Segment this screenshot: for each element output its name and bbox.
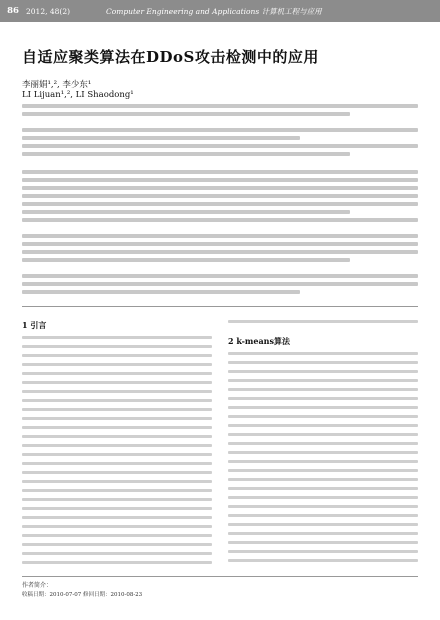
text-line [228, 487, 418, 490]
text-line [22, 186, 418, 190]
text-line [22, 525, 212, 528]
author-note-label: 作者简介： [22, 582, 53, 589]
text-line [22, 516, 212, 519]
text-line [228, 433, 418, 436]
issue-info: 2012, 48(2) [26, 6, 71, 16]
text-line [22, 453, 212, 456]
text-line [22, 435, 212, 438]
text-line [22, 290, 300, 294]
section-heading-1: 1 引言 [22, 320, 47, 330]
text-line [22, 170, 418, 174]
text-line [22, 112, 350, 116]
text-line [228, 541, 418, 544]
footnote-divider [22, 576, 418, 577]
page-number: 86 [7, 6, 19, 16]
text-line [22, 242, 418, 246]
text-line [22, 104, 418, 108]
text-line [22, 426, 212, 429]
text-line [228, 361, 418, 364]
text-line [228, 532, 418, 535]
text-line [228, 352, 418, 355]
text-line [22, 471, 212, 474]
text-line [22, 336, 212, 339]
text-line [22, 152, 350, 156]
text-line [22, 128, 418, 132]
text-line [22, 417, 212, 420]
text-line [228, 478, 418, 481]
text-line [228, 559, 418, 562]
text-line [22, 345, 212, 348]
text-line [228, 415, 418, 418]
journal-header [0, 0, 440, 22]
text-line [228, 379, 418, 382]
text-line [22, 282, 418, 286]
authors-en: LI Lijuan¹,², LI Shaodong¹ [22, 90, 134, 100]
text-line [228, 496, 418, 499]
text-line [228, 505, 418, 508]
text-line [228, 550, 418, 553]
text-line [22, 408, 212, 411]
text-line [22, 543, 212, 546]
text-line [22, 210, 350, 214]
text-line [22, 258, 350, 262]
text-line [22, 444, 212, 447]
text-line [22, 489, 212, 492]
text-line [22, 202, 418, 206]
text-line [228, 460, 418, 463]
text-line [22, 194, 418, 198]
text-line [228, 523, 418, 526]
journal-name: Computer Engineering and Applications 计算机工程与应用 [106, 6, 322, 16]
text-line [22, 561, 212, 564]
text-line [228, 424, 418, 427]
text-line [228, 320, 418, 323]
received-dates: 收稿日期：2010-07-07 修回日期：2010-08-23 [22, 592, 143, 598]
text-line [22, 218, 418, 222]
text-line [22, 274, 418, 278]
text-line [22, 399, 212, 402]
section-heading-2: 2 k-means算法 [228, 336, 290, 346]
text-line [22, 363, 212, 366]
text-line [228, 442, 418, 445]
authors-cn: 李丽娟¹,², 李少东¹ [22, 80, 92, 90]
text-line [22, 480, 212, 483]
text-line [22, 178, 418, 182]
text-line [22, 462, 212, 465]
text-line [22, 552, 212, 555]
text-line [22, 144, 418, 148]
text-line [22, 136, 300, 140]
text-line [22, 250, 418, 254]
text-line [228, 388, 418, 391]
text-line [228, 514, 418, 517]
text-line [22, 372, 212, 375]
text-line [22, 498, 212, 501]
text-line [228, 370, 418, 373]
text-line [22, 507, 212, 510]
text-line [228, 397, 418, 400]
text-line [22, 234, 418, 238]
text-line [22, 390, 212, 393]
section-divider [22, 306, 418, 307]
text-line [22, 534, 212, 537]
text-line [22, 354, 212, 357]
text-line [228, 406, 418, 409]
text-line [228, 451, 418, 454]
text-line [22, 381, 212, 384]
text-line [228, 469, 418, 472]
paper-title: 自适应聚类算法在DDoS攻击检测中的应用 [22, 48, 319, 66]
